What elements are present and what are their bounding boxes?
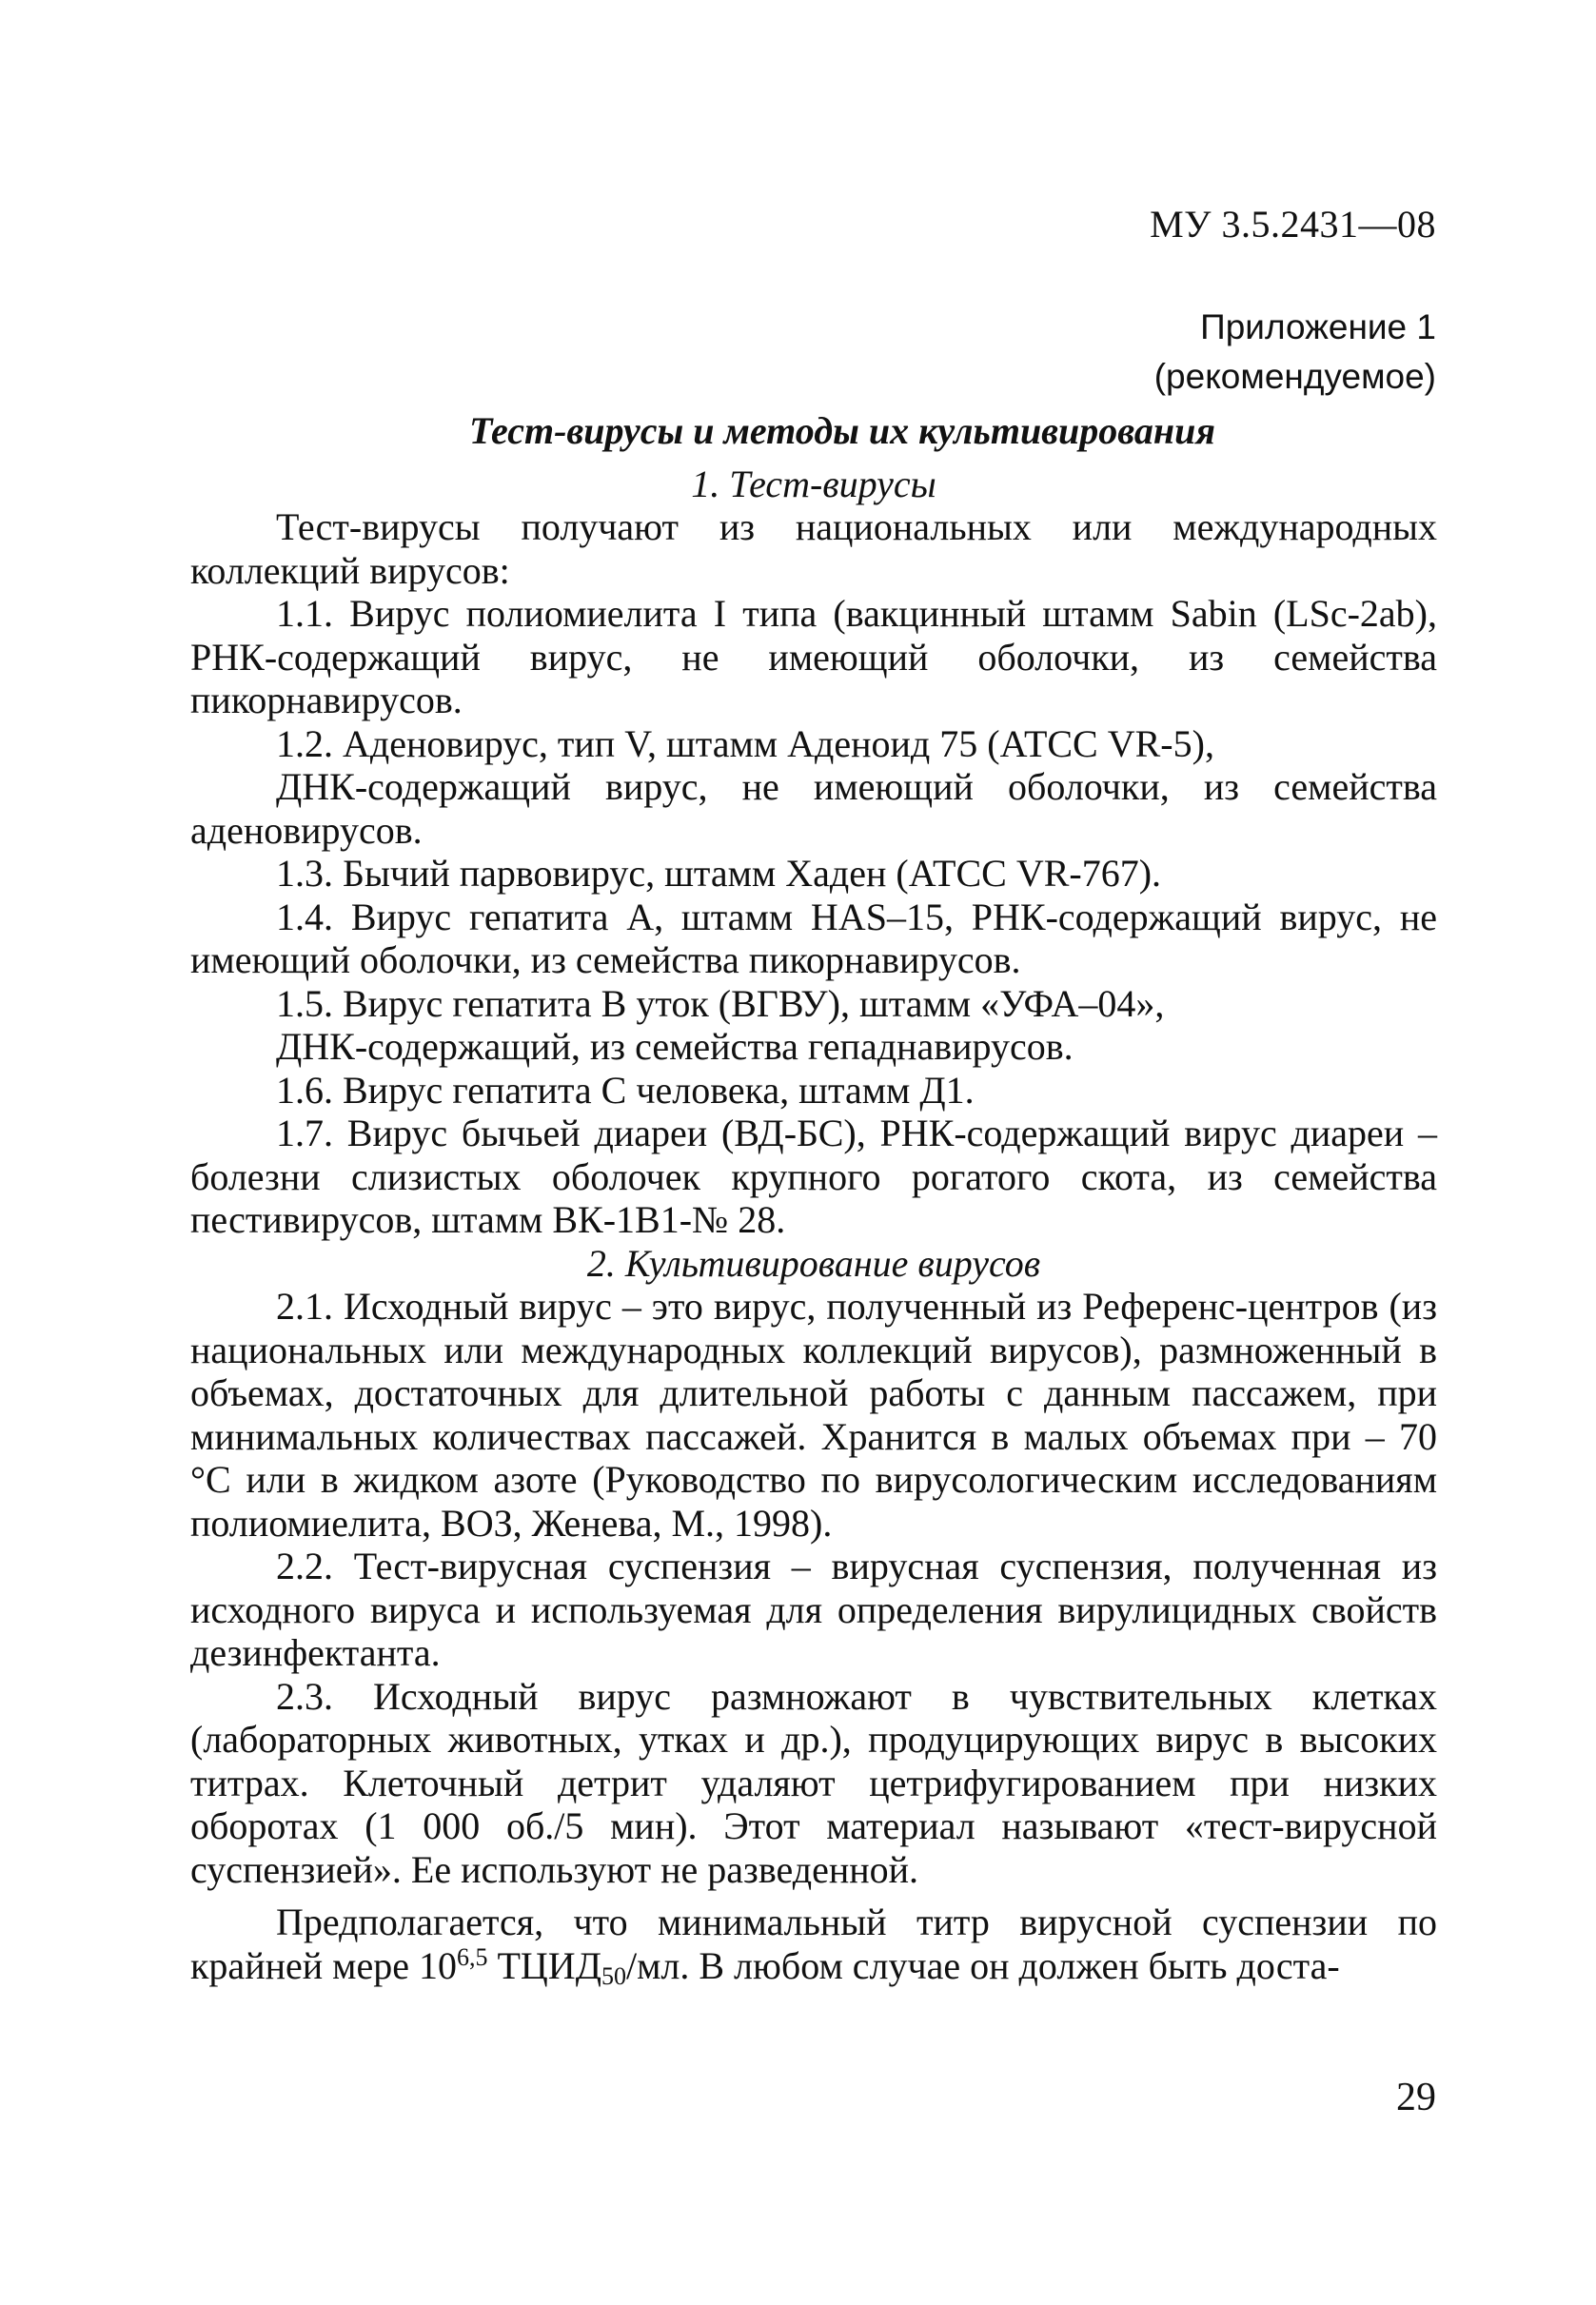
- page-number: 29: [1396, 2076, 1436, 2119]
- final-paragraph: [190, 1901, 1437, 1990]
- final-paragraph-unit: ТЦИД: [487, 1943, 601, 1987]
- section-heading-cultivation: 2. Культивирование вирусов: [586, 1241, 1041, 1285]
- list-item-1-2: 1.2. Аденовирус, тип V, штамм Аденоид 75 (АТСС VR-5),: [276, 721, 1214, 765]
- list-item-1-4: 1.4. Вирус гепатита А, штамм HAS–15, РНК-содержащий вирус, не имеющий оболочки, из семейства пикорнавирусов.: [190, 895, 1437, 981]
- final-paragraph-text-1: Предполагается, что минимальный титр вирусной суспензии по крайней мере 10: [190, 1901, 1437, 1987]
- appendix-type: (рекомендуемое): [1153, 357, 1436, 396]
- list-item-1-2-cont: ДНК-содержащий вирус, не имеющий оболочки, из семейства аденовирусов.: [190, 765, 1437, 852]
- page-title: Тест-вирусы и методы их культивирования: [469, 409, 1215, 452]
- document-body: [190, 409, 1437, 1990]
- list-item-2-2: 2.2. Тест-вирусная суспензия – вирусная суспензия, полученная из исходного вируса и используемая для определения вирулицидных свойств дезинфектанта.: [190, 1545, 1437, 1674]
- list-item-1-7: 1.7. Вирус бычьей диареи (ВД-БС), РНК-содержащий вирус диареи – болезни слизистых оболочек крупного рогатого скота, из семейства пестивирусов, штамм ВК-1В1-№ 28.: [190, 1112, 1437, 1241]
- final-paragraph-text-2: /мл. В любом случае он должен быть доста-: [625, 1943, 1340, 1987]
- appendix-label: Приложение 1: [1200, 307, 1436, 346]
- appendix-label-block: [1154, 303, 1436, 402]
- titer-subscript: 50: [601, 1961, 626, 1990]
- document-code: МУ 3.5.2431—08: [1150, 203, 1436, 246]
- list-item-2-1: 2.1. Исходный вирус – это вирус, полученный из Референс-центров (из национальных или международных коллекций вирусов), размноженный в объемах, достаточных для длительной работы с данным пассажем, при минимальных количествах пассажей. Хранится в малых объемах при – 70 °С или в жидком азоте (Руководство по вирусологическим исследованиям полиомиелита, ВОЗ, Женева, М., 1998).: [190, 1285, 1437, 1545]
- list-item-1-1: 1.1. Вирус полиомиелита I типа (вакцинный штамм Sabin (LSc-2ab), РНК-содержащий вирус, не имеющий оболочки, из семейства пикорнавирусов.: [190, 592, 1437, 721]
- list-item-2-3: 2.3. Исходный вирус размножают в чувствительных клетках (лабораторных животных, утках и др.), продуцирующих вирус в высоких титрах. Клеточный детрит удаляют цетрифугированием при низких оборотах (1 000 об./5 мин). Этот материал называют «тест-вирусной суспензией». Ее используют не разведенной.: [190, 1674, 1437, 1891]
- list-item-1-3: 1.3. Бычий парвовирус, штамм Хаден (АТСС VR-767).: [276, 852, 1162, 895]
- list-item-1-5: 1.5. Вирус гепатита В уток (ВГВУ), штамм «УФА–04»,: [276, 981, 1165, 1025]
- titer-exponent: 6,5: [456, 1942, 488, 1971]
- section-heading-test-viruses: 1. Тест-вирусы: [691, 462, 936, 505]
- list-item-1-6: 1.6. Вирус гепатита С человека, штамм Д1.: [276, 1068, 975, 1112]
- list-item-1-5-cont: ДНК-содержащий, из семейства гепаднавирусов.: [276, 1025, 1074, 1068]
- section1-intro: Тест-вирусы получают из национальных или международных коллекций вирусов:: [190, 505, 1437, 592]
